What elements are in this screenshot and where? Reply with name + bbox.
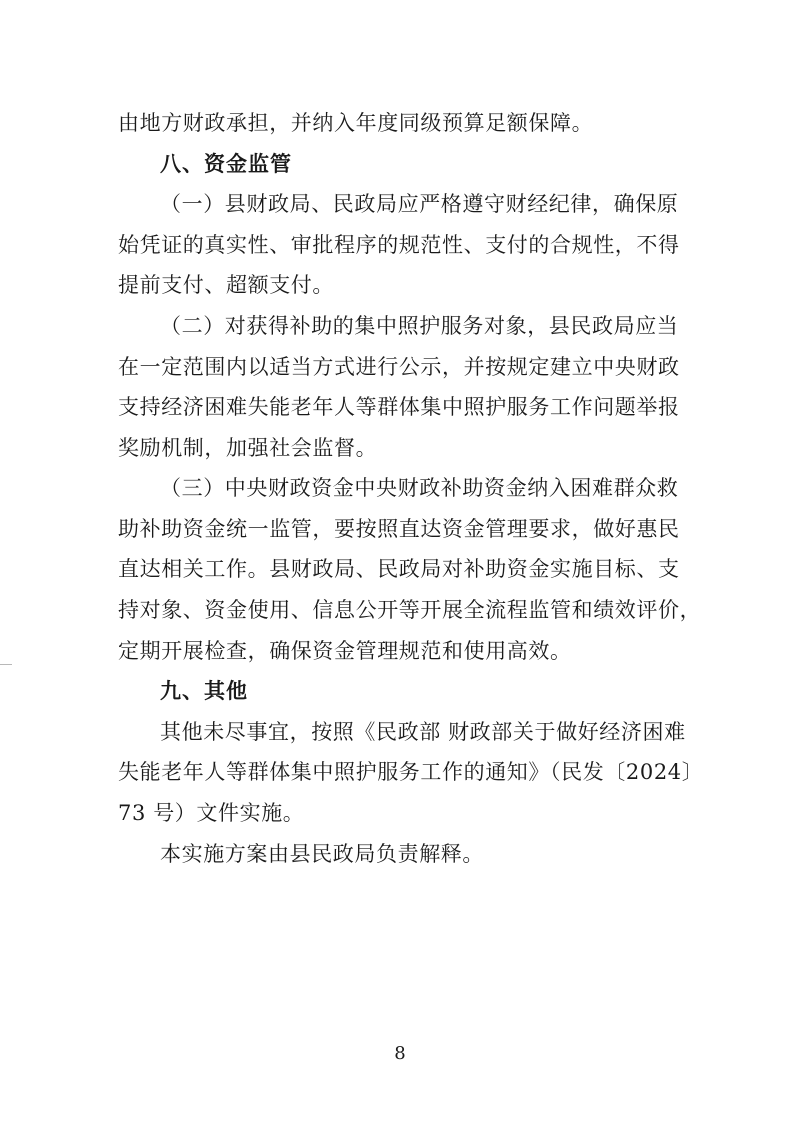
text-line: 奖励机制，加强社会监督。 [118, 436, 378, 460]
text-line: 直达相关工作。县财政局、民政局对补助资金实施目标、支 [118, 557, 680, 581]
text-line: 其他未尽事宜，按照《民政部 财政部关于做好经济困难 [160, 720, 686, 744]
text-line: 助补助资金统一监管，要按照直达资金管理要求，做好惠民 [118, 517, 680, 541]
section-heading-nine: 九、其他 [160, 679, 248, 703]
text-line: 73 号）文件实施。 [118, 801, 305, 825]
text-line: 支持经济困难失能老年人等群体集中照护服务工作问题举报 [118, 395, 680, 419]
text-line: 始凭证的真实性、审批程序的规范性、支付的合规性，不得 [118, 233, 680, 257]
text-line: （三）中央财政资金中央财政补助资金纳入困难群众救 [160, 476, 679, 500]
page-number: 8 [394, 1043, 406, 1064]
text-line: 在一定范围内以适当方式进行公示，并按规定建立中央财政 [118, 355, 680, 379]
scan-edge-mark [0, 664, 12, 665]
text-line: （二）对获得补助的集中照护服务对象，县民政局应当 [160, 314, 679, 338]
text-line: （一）县财政局、民政局应严格遵守财经纪律，确保原 [160, 192, 679, 216]
text-line: 本实施方案由县民政局负责解释。 [160, 842, 484, 866]
text-line: 由地方财政承担，并纳入年度同级预算足额保障。 [118, 111, 594, 135]
text-line: 持对象、资金使用、信息公开等开展全流程监管和绩效评价， [118, 598, 702, 622]
text-line: 失能老年人等群体集中照护服务工作的通知》（民发〔2024〕 [118, 760, 704, 784]
text-line: 定期开展检查，确保资金管理规范和使用高效。 [118, 639, 572, 663]
section-heading-eight: 八、资金监管 [160, 152, 292, 176]
text-line: 提前支付、超额支付。 [118, 273, 334, 297]
